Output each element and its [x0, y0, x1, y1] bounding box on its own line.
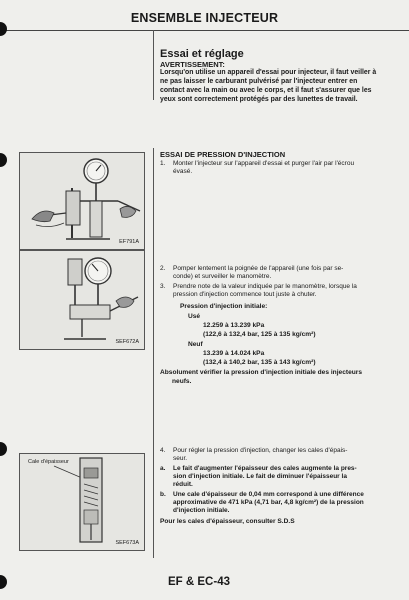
section-title: Essai et réglage — [160, 48, 244, 60]
item-a — [160, 465, 400, 491]
new-value-bar: (132,4 à 140,2 bar, 135 à 143 kg/cm²) — [203, 359, 316, 366]
step-text: Pomper lentement la poignée de l'appareil (une fois par se- conde) et surveiller le manomètre. — [173, 265, 344, 281]
shim-label: Cale d'épaisseur — [28, 459, 69, 465]
step-number: 1. — [160, 160, 166, 167]
pressure-test-title: ESSAI DE PRESSION D'INJECTION — [160, 150, 286, 159]
binder-hole-bottom — [0, 575, 7, 589]
step-number: 4. — [160, 447, 166, 454]
figure-shim-adjustment — [19, 453, 145, 551]
item-text: Le fait d'augmenter l'épaisseur des cales augmente la pres- sion d'injection initiale. Le fait de diminuer l'épaisseur la réduit. — [173, 465, 357, 489]
step-3 — [160, 283, 400, 301]
figure-injector-tester-purge — [19, 152, 145, 250]
step-4 — [160, 447, 400, 465]
binder-hole-upper — [0, 153, 7, 167]
step-number: 3. — [160, 283, 166, 290]
step-text: Monter l'injecteur sur l'appareil d'essai et purger l'air par l'écrou évasé. — [173, 160, 355, 176]
figure-code: SEF673A — [115, 540, 139, 546]
warning-title: AVERTISSEMENT: — [160, 60, 225, 69]
pressure-gauge-illustration — [20, 251, 144, 349]
warning-text: Lorsqu'on utilise un appareil d'essai pour injecteur, il faut veiller à ne pas laisser le carburant pulvérisé par l'injecteur entrer en contact avec la main ou avec le corps, et il faut s'assurer que les yeux sont correctement protégés par des lunettes de travail. — [160, 69, 377, 103]
step-2 — [160, 265, 400, 283]
figure-code: SEF672A — [115, 339, 139, 345]
item-label: a. — [160, 465, 166, 472]
step-text: Pour régler la pression d'injection, changer les cales d'épais- seur. — [173, 447, 348, 463]
item-label: b. — [160, 491, 166, 498]
injector-tester-illustration — [20, 153, 144, 249]
figure-code: EF791A — [119, 239, 139, 245]
initial-pressure-label: Pression d'injection initiale: — [180, 303, 268, 310]
new-value-kpa: 13.239 à 14.024 kPa — [203, 350, 265, 357]
column-divider — [153, 148, 154, 558]
page-header — [0, 0, 409, 31]
figure-injector-tester-gauge — [19, 250, 145, 350]
used-value-bar: (122,6 à 132,4 bar, 125 à 135 kg/cm²) — [203, 331, 316, 338]
step-text: Prendre note de la valeur indiquée par le manomètre, lorsque la pression d'injection commence tout juste à chuter. — [173, 283, 357, 299]
used-label: Usé — [188, 313, 201, 320]
item-text: Une cale d'épaisseur de 0,04 mm correspond à une différence approximative de 471 kPa (4,71 bar, 4,8 kg/cm²) de la pression d'injection initiale. — [173, 491, 364, 515]
page-title: ENSEMBLE INJECTEUR — [130, 11, 279, 25]
column-divider — [153, 30, 154, 100]
step-number: 2. — [160, 265, 166, 272]
step-1 — [160, 160, 400, 178]
binder-hole-lower — [0, 442, 7, 456]
injector-section-illustration — [20, 454, 144, 550]
new-injector-note-1: Absolument vérifier la pression d'injection initiale des injecteurs — [160, 369, 362, 376]
page-number: EF & EC-43 — [168, 576, 230, 588]
new-label: Neuf — [188, 341, 203, 348]
item-b — [160, 491, 400, 517]
sds-note: Pour les cales d'épaisseur, consulter S.D.S — [160, 518, 295, 525]
new-injector-note-2: neufs. — [172, 378, 192, 385]
used-value-kpa: 12.259 à 13.239 kPa — [203, 322, 265, 329]
